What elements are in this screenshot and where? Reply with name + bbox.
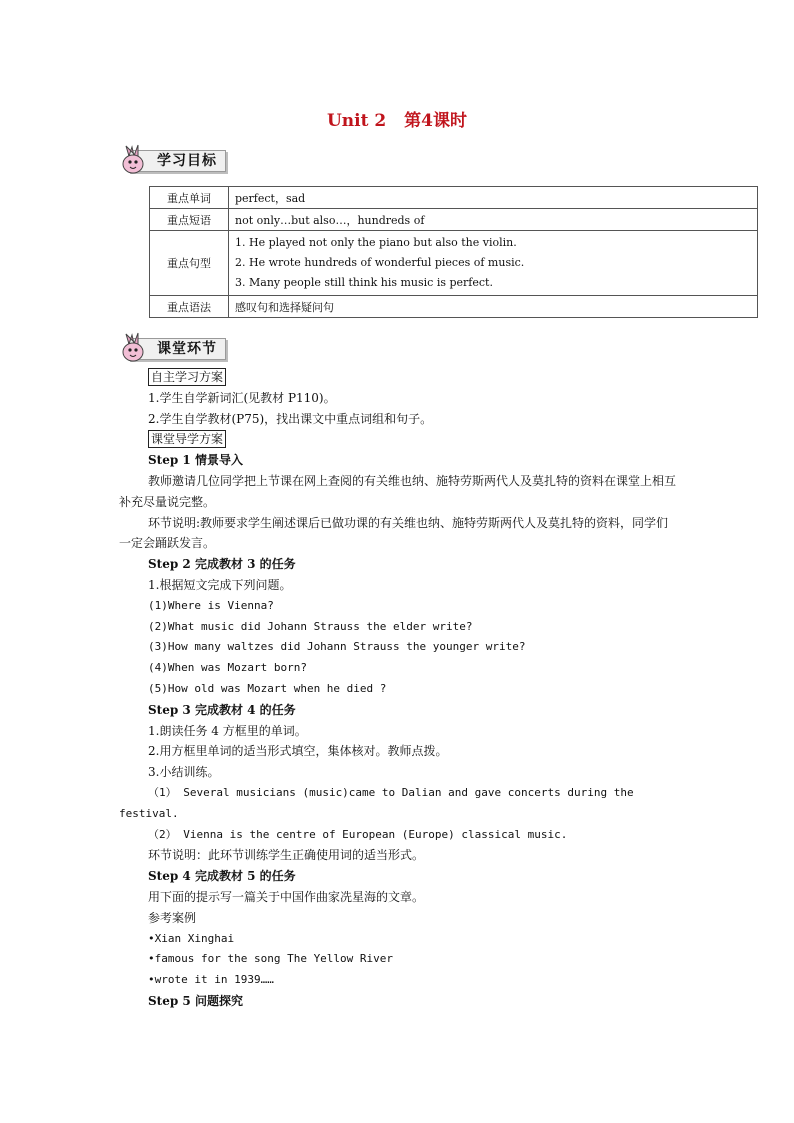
table-row	[150, 296, 758, 318]
table-value-cell	[229, 231, 758, 296]
table-row	[150, 209, 758, 231]
table-value-cell: 感叹句和选择疑问句	[229, 296, 758, 318]
question-item: (5)How old was Mozart when he died ?	[148, 681, 387, 695]
cartoon-mascot-icon	[118, 142, 152, 176]
banner-label: 课堂环节	[157, 341, 217, 357]
paragraph: 用下面的提示写一篇关于中国作曲家冼星海的文章。	[148, 889, 425, 904]
question-item: (1)Where is Vienna?	[148, 598, 274, 612]
sentence-line: 1. He played not only the piano but also the violin.	[235, 236, 517, 249]
bullet-item: •famous for the song The Yellow River	[148, 952, 394, 966]
banner-learning-goals	[118, 142, 232, 176]
question-item: (2)What music did Johann Strauss the elder write?	[148, 619, 473, 633]
sentence-line: 2. He wrote hundreds of wonderful pieces of music.	[235, 256, 525, 269]
step-heading: Step 5 问题探究	[148, 993, 243, 1008]
list-item: 1.学生自学新词汇(见教材 P110)。	[148, 390, 336, 405]
exercise-item: （2） Vienna is the centre of European (Europe) classical music.	[148, 827, 568, 841]
cartoon-mascot-icon	[118, 330, 152, 364]
table-key-cell: 重点句型	[150, 231, 229, 296]
table-key-cell: 重点短语	[150, 209, 229, 231]
reference-label: 参考案例	[148, 910, 197, 925]
list-item: 2.用方框里单词的适当形式填空，集体核对。教师点拨。	[148, 744, 448, 759]
table-row	[150, 231, 758, 296]
list-item: 2.学生自学教材(P75)，找出课文中重点词组和句子。	[148, 411, 433, 426]
step-heading: Step 2 完成教材 3 的任务	[148, 557, 296, 572]
unit-label: Unit 2	[326, 111, 387, 131]
step-heading: Step 4 完成教材 5 的任务	[148, 869, 296, 884]
plan-heading: 自主学习方案	[148, 368, 226, 386]
paragraph: 教师邀请几位同学把上节课在网上查阅的有关维也纳、施特劳斯两代人及莫扎特的资料在课堂上相互补充尽量说完整。	[119, 473, 677, 509]
sentence-line: 3. Many people still think his music is perfect.	[235, 276, 493, 289]
list-item: 3.小结训练。	[148, 765, 220, 780]
banner-class-process	[118, 330, 242, 364]
table-row	[150, 187, 758, 209]
lesson-label: 第4课时	[404, 111, 467, 131]
table-value-cell: perfect，sad	[229, 187, 758, 209]
goals-table	[149, 186, 758, 318]
bullet-item: •Xian Xinghai	[148, 931, 235, 945]
table-value-cell: not only…but also…，hundreds of	[229, 209, 758, 231]
exercise-item: （1） Several musicians (music)came to Dalian and gave concerts during the festival.	[119, 785, 634, 820]
table-key-cell: 重点单词	[150, 187, 229, 209]
step-heading: Step 1 情景导入	[148, 453, 243, 468]
paragraph: 环节说明：此环节训练学生正确使用词的适当形式。	[148, 848, 425, 863]
banner-label: 学习目标	[157, 153, 217, 169]
lesson-content	[119, 367, 679, 1012]
question-item: (3)How many waltzes did Johann Strauss the younger write?	[148, 640, 526, 654]
list-item: 1.朗读任务 4 方框里的单词。	[148, 723, 307, 738]
list-item: 1.根据短文完成下列问题。	[148, 577, 292, 592]
step-heading: Step 3 完成教材 4 的任务	[148, 702, 296, 717]
page-title	[0, 106, 794, 131]
question-item: (4)When was Mozart born?	[148, 661, 307, 675]
plan-heading: 课堂导学方案	[148, 430, 226, 448]
table-key-cell: 重点语法	[150, 296, 229, 318]
bullet-item: •wrote it in 1939……	[148, 973, 274, 987]
paragraph: 环节说明:教师要求学生阐述课后已做功课的有关维也纳、施特劳斯两代人及莫扎特的资料，同学们一定会踊跃发言。	[119, 515, 669, 551]
